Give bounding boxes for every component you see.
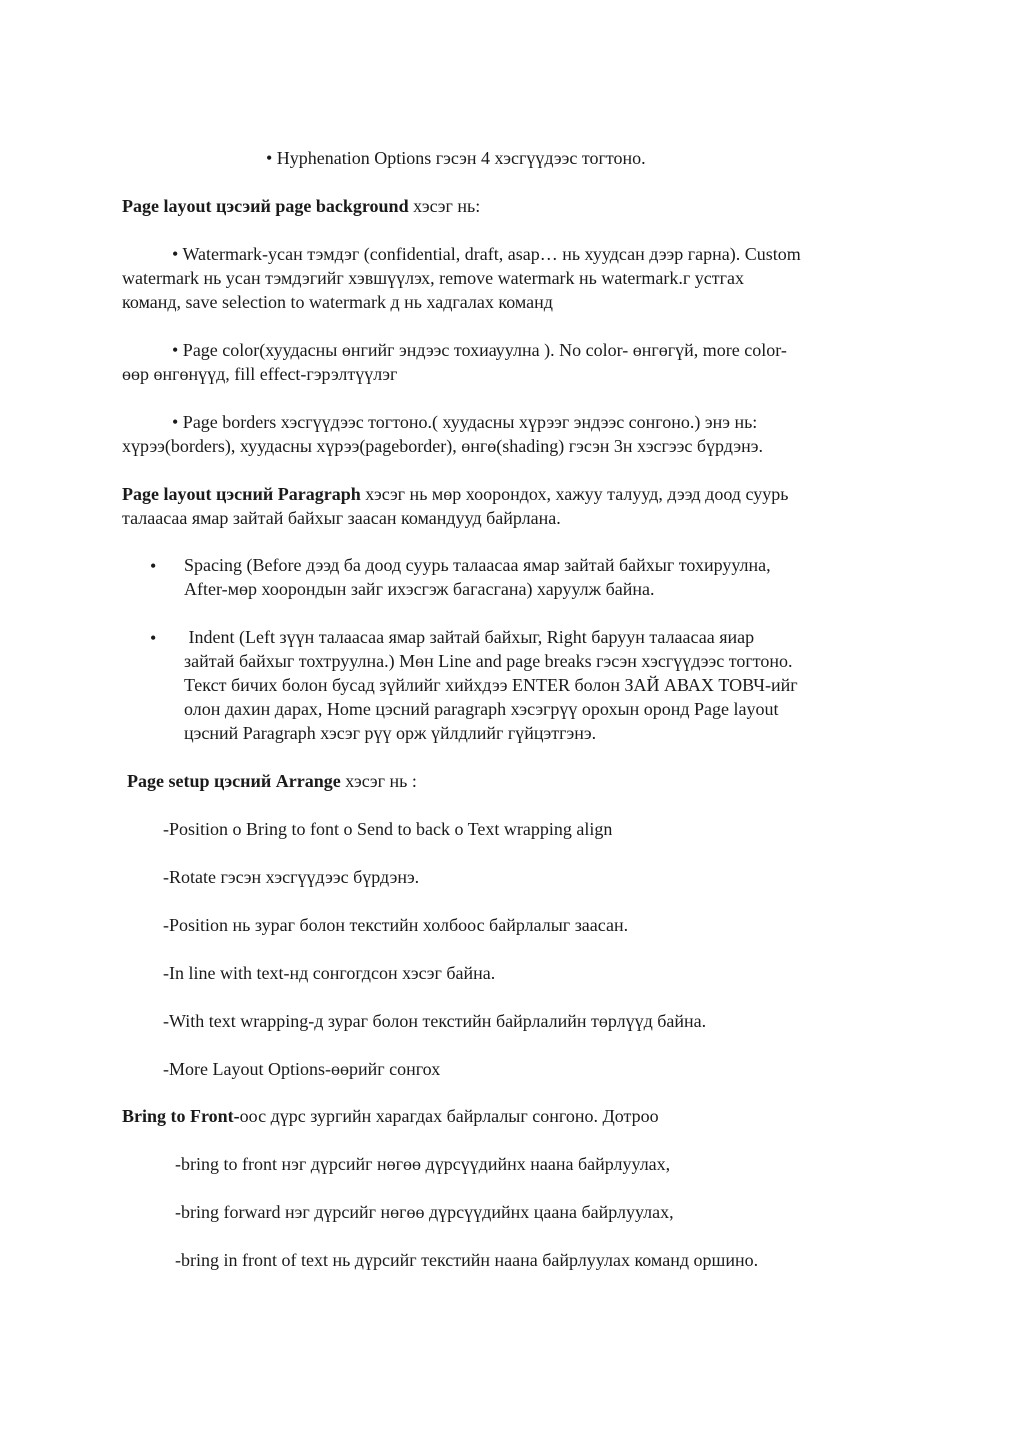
arrange-heading-bold: Page setup цэсний Arrange	[127, 771, 341, 791]
bring-front-item-1: -bring to front нэг дүрсийг нөгөө дүрсүүдийнх наана байрлуулах,	[175, 1154, 671, 1174]
watermark-line-3: команд, save selection to watermark д нь хадгалах команд	[122, 292, 553, 312]
page-color-line-2: өөр өнгөнүүд, fill effect-гэрэлтүүлэг	[122, 364, 398, 384]
hyphenation-line: • Hyphenation Options гэсэн 4 хэсгүүдээс тогтоно.	[266, 148, 646, 168]
arrange-item-2: -Rotate гэсэн хэсгүүдээс бүрдэнэ.	[163, 867, 420, 887]
arrange-heading-rest: хэсэг нь :	[340, 771, 417, 791]
arrange-item-3: -Position нь зураг болон текстийн холбоос байрлалыг заасан.	[163, 915, 629, 935]
page-borders-line-1: • Page borders хэсгүүдээс тогтоно.( хуудасны хүрээг эндээс сонгоно.) энэ нь:	[172, 412, 758, 432]
bring-front-item-2: -bring forward нэг дүрсийг нөгөө дүрсүүдийнх цаана байрлуулах,	[175, 1202, 674, 1222]
page-borders-line-2: хүрээ(borders), хуудасны хүрээ(pageborder), өнгө(shading) гэсэн 3н хэсгээс бүрдэнэ.	[122, 436, 763, 456]
paragraph-section-heading	[122, 482, 788, 506]
arrange-item-5: -With text wrapping-д зураг болон текстийн байрлалийн төрлүүд байна.	[163, 1011, 707, 1031]
indent-bullet: •	[150, 628, 157, 648]
arrange-item-4: -In line with text-нд сонгогдсон хэсэг байна.	[163, 963, 496, 983]
spacing-line-2: After-мөр хоорондын зайг ихэсгэж багасгана) харуулж байна.	[184, 579, 655, 599]
arrange-item-6: -More Layout Options-өөрийг сонгох	[163, 1059, 441, 1079]
arrange-item-1: -Position o Bring to font o Send to back o Text wrapping align	[163, 819, 613, 839]
watermark-line-2: watermark нь усан тэмдэгийг хэвшүүлэх, remove watermark нь watermark.г устгах	[122, 268, 744, 288]
paragraph-heading-bold: Page layout цэсний Paragraph	[122, 484, 361, 504]
spacing-bullet: •	[150, 556, 157, 576]
page-background-heading	[122, 194, 480, 218]
page-background-heading-bold: Page layout цэсэий page background	[122, 196, 409, 216]
indent-line-5: цэсний Paragraph хэсэг рүү орж үйлдлийг гүйцэтгэнэ.	[184, 723, 597, 743]
spacing-line-1: Spacing (Before дээд ба доод суурь талаасаа ямар зайтай байхыг тохируулна,	[184, 555, 771, 575]
page-background-heading-rest: хэсэг нь:	[408, 196, 481, 216]
watermark-line-1: • Watermark-усан тэмдэг (confidential, draft, asap… нь хуудсан дээр гарна). Custom	[172, 244, 801, 264]
indent-line-4: олон дахин дарах, Home цэсний paragraph хэсэгрүү орохын оронд Page layout	[184, 699, 779, 719]
bring-front-heading	[122, 1104, 659, 1128]
indent-line-2: зайтай байхыг тохтруулна.) Мөн Line and page breaks гэсэн хэсгүүдээс тогтоно.	[184, 651, 793, 671]
bring-front-heading-bold: Bring to Front-	[122, 1106, 240, 1126]
arrange-section-heading	[127, 769, 417, 793]
bring-front-item-3: -bring in front of text нь дүрсийг текстийн наана байрлуулах команд оршино.	[175, 1250, 759, 1270]
indent-line-1: Indent (Left зүүн талаасаа ямар зайтай байхыг, Right баруун талаасаа яиар	[184, 627, 755, 647]
paragraph-heading-rest: хэсэг нь мөр хоорондох, хажуу талууд, дээд доод суурь	[360, 484, 789, 504]
bring-front-heading-rest: оос дүрс зургийн харагдах байрлалыг сонгоно. Дотроо	[239, 1106, 659, 1126]
page-color-line-1: • Page color(хуудасны өнгийг эндээс тохиауулна ). No color- өнгөгүй, more color-	[172, 340, 787, 360]
paragraph-section-heading-line-2: талаасаа ямар зайтай байхыг заасан командууд байрлана.	[122, 508, 561, 528]
indent-line-3: Текст бичих болон бусад зүйлийг хийхдээ ENTER болон ЗАЙ АВАХ ТОВЧ-ийг	[184, 675, 798, 695]
